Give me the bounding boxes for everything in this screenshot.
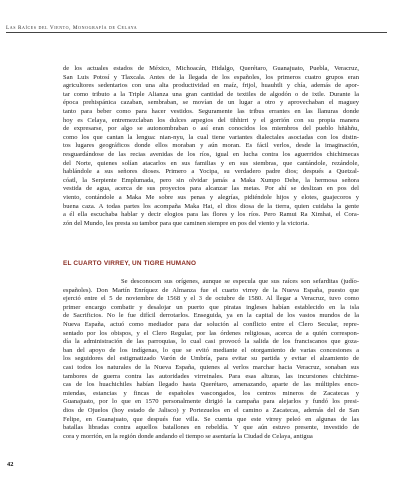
text-line: ejerció entre el 5 de noviembre de 1568 y el 3 de octubre de 1580. Al llegar a Veracruz, tuvo como xyxy=(63,295,359,303)
text-line: cas de los huachichiles habían llegado hasta Querétaro, amenazando, aparte de las múltiples enco- xyxy=(63,381,359,389)
text-line: españoles). Don Martín Enríquez de Almanza fue el cuarto virrey de la Nueva España, puesto que xyxy=(63,286,359,294)
text-line: cora y morrión, en la región donde andando el tiempo se asentaría la Ciudad de Celaya, antigua xyxy=(63,432,313,440)
text-line: de Sacrificios. No le fue difícil derrotarlos. Enseguida, ya en la capital de los vastos mundos de la xyxy=(63,312,359,320)
text-line: ban del apoyo de los indígenas, lo que se evitó mediante el otorgamiento de varias concesiones a xyxy=(63,346,359,354)
text-line: vestida de agua, acerca de sus proyectos para alcanzar las metas. Por ahí se deslizan en pos del xyxy=(63,185,359,193)
text-line: del Norte, quienes solían atacarlos en sus familias y en sus siembras, que cantándole, rezándole, xyxy=(63,159,359,167)
paragraph-2 xyxy=(63,278,359,441)
text-line: agricultores sedentarios con una alta productividad en maíz, frijol, huauhtli y chía, además de apor- xyxy=(63,82,359,90)
text-line: buena caza. A todas partes los acompaña Maka Hai, el dios diosa de la tierra, quien cuidaba la gente xyxy=(63,202,359,210)
text-line: San Luis Potosí y Tlaxcala. Antes de la llegada de los españoles, los primeros cuatro grupos eran xyxy=(63,73,359,81)
header-rule xyxy=(6,32,387,33)
text-line: resguardándose de las recias avenidas de los ríos, igual en lucha contra los aguerridos chichimecas xyxy=(63,150,359,158)
text-line: tanto para beber como para hacer vestidos. Seguramente las tribus errantes en las llanuras donde xyxy=(63,107,359,115)
text-line: casi todos los naturales de la Nueva España, quienes al verlos marchar hacia Veracruz, sonaban sus xyxy=(63,363,359,371)
text-line: batallas libradas contra aquellos batallones en rebeldía. Y que aún estuvo presente, investido de xyxy=(63,424,359,432)
text-line: Nueva España, actuó como mediador para dar solución al conflicto entre el Clero Secular, repre- xyxy=(63,320,359,328)
running-head: Las Raíces del Viento, Monografía de Celaya xyxy=(6,25,138,31)
text-line: viento, contándole a Maka Me sobre sus penas y alegrías, pidiéndole hijos y elotes, guajecoros y xyxy=(63,193,359,201)
text-line: tambores de guerra contra las autoridades virreinales. Para esas alturas, las incursiones chichime- xyxy=(63,372,359,380)
section-heading: EL CUARTO VIRREY, UN TIGRE HUMANO xyxy=(63,260,197,267)
text-line: época prehispánica cazaban, sembraban, se movían de un lugar a otro y aprovechaban el maguey xyxy=(63,99,359,107)
text-line: hablándole a sus señores dioses. Primero a Yocipa, su verdadero padre dios; después a Quetzal- xyxy=(63,168,359,176)
text-line: hoy es Celaya, entremezclaban los dulces arpegios del tihhirri y el gorrión con su propia manera xyxy=(63,116,359,124)
text-line: día la administración de las parroquias, lo cual casi provocó la salida de los franciscanos que goza- xyxy=(63,338,359,346)
text-line: dios de Ojuelos (hoy estado de Jalisco) y Portezuelos en el camino a Zacatecas, además del de San xyxy=(63,406,359,414)
text-line: de los actuales estados de México, Michoacán, Hidalgo, Querétaro, Guanajuato, Puebla, Veracruz, xyxy=(63,65,359,72)
text-line: miendas, estancias y fincas de españoles vascongados, los centros mineros de Zacatecas y xyxy=(63,389,359,397)
text-line: de expresarse, por algo se autonombraban o así eran conocidos los miembros del pueblo hñähñu, xyxy=(63,125,359,133)
text-line: cóatl, la Serpiente Emplumada, pero sin olvidar jamás a Maka Xumpo Dehe, la hermosa señora xyxy=(63,176,359,184)
text-line: sentado por los obispos, y el Clero Regular, por las órdenes religiosas, acerca de a quién correspon- xyxy=(63,329,359,337)
text-line: a él ella escuchaba hablar y decir elogios para las flores y los ríos. Pero Ramui Ra Ximhai, el Cora- xyxy=(63,211,359,219)
page-number: 42 xyxy=(7,461,14,468)
text-line: primer encargo combatir y desalojar un puerto que piratas ingleses habían establecido en la isla xyxy=(63,303,359,311)
text-line: Felipe, en Guanajuato, que después fue villa. Se cuenta que este virrey peleó en algunas de las xyxy=(63,415,359,423)
text-line: Se desconocen sus orígenes, aunque se especula que sus raíces son sefarditas (judío- xyxy=(121,278,359,285)
text-line: tar como tributo a la Triple Alianza una gran cantidad de textiles de algodón o de ixtle. Durante la xyxy=(63,90,359,98)
text-line: tos lugares geográficos donde ellos moraban y aún moran. Es fácil verlos, desde la imaginación, xyxy=(63,142,359,150)
text-line: zón del Mundo, les presta su tambor para que caminen siempre en pos del viento y la victoria. xyxy=(63,219,309,227)
text-line: los seguidores del estigmatizado Varón de Umbría, para evitar su partida y evitar el alzamiento de xyxy=(63,355,359,363)
text-line: como los que cantan la lengua: nian-nyu, la cual tiene variantes dialectales asociadas con los distin- xyxy=(63,133,359,141)
text-line: Guanajuato, por lo que en 1570 personalmente dirigió la campaña para alejarlos y fundó los presi- xyxy=(63,398,359,406)
paragraph-1 xyxy=(63,65,359,228)
